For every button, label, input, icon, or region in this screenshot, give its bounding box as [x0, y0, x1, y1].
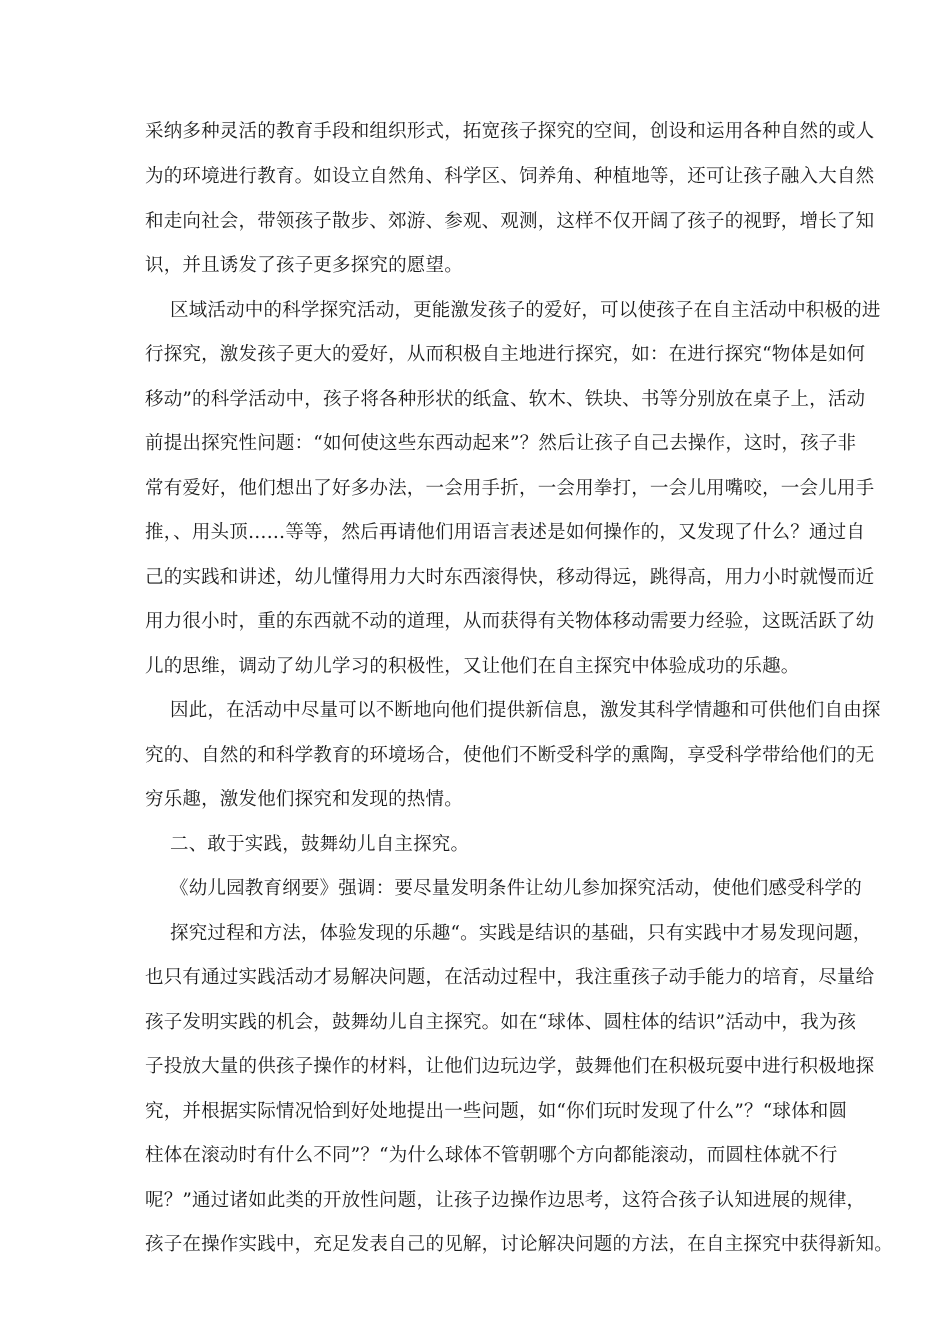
text-line: 因此，在活动中尽量可以不断地向他们提供新信息，激发其科学情趣和可供他们自由探: [170, 700, 881, 721]
text-line: 为的环境进行教育。如设立自然角、科学区、饲养角、种植地等，还可让孩子融入大自然: [145, 166, 875, 187]
text-line: 己的实践和讲述，幼儿懂得用力大时东西滚得快，移动得远，跳得高，用力小时就慢而近: [145, 567, 875, 588]
text-line: 也只有通过实践活动才易解决问题，在活动过程中，我注重孩子动手能力的培育，尽量给: [145, 967, 875, 988]
text-line: 采纳多种灵活的教育手段和组织形式，拓宽孩子探究的空间，创设和运用各种自然的或人: [145, 121, 875, 142]
section-heading: 二、敢于实践，鼓舞幼儿自主探究。: [170, 834, 470, 855]
text-line: 呢？”通过诸如此类的开放性问题，让孩子边操作边思考，这符合孩子认知进展的规律，: [145, 1190, 866, 1211]
text-line: 子投放大量的供孩子操作的材料，让他们边玩边学，鼓舞他们在积极玩耍中进行积极地探: [145, 1056, 875, 1077]
text-line: 区域活动中的科学探究活动，更能激发孩子的爱好，可以使孩子在自主活动中积极的进: [170, 300, 881, 321]
text-line: 《幼儿园教育纲要》强调：要尽量发明条件让幼儿参加探究活动，使他们感受科学的: [170, 878, 862, 899]
text-line: 用力很小时，重的东西就不动的道理，从而获得有关物体移动需要力经验，这既活跃了幼: [145, 611, 875, 632]
text-line: 穷乐趣，激发他们探究和发现的热情。: [145, 789, 463, 810]
text-line: 究，并根据实际情况恰到好处地提出一些问题，如“你们玩时发现了什么”？“球体和圆: [145, 1101, 848, 1122]
text-line: 推，、用头顶……等等，然后再请他们用语言表述是如何操作的，又发现了什么？通过自: [145, 522, 866, 543]
text-line: 和走向社会，带领孩子散步、郊游、参观、观测，这样不仅开阔了孩子的视野，增长了知: [145, 211, 875, 232]
text-line: 儿的思维，调动了幼儿学习的积极性，又让他们在自主探究中体验成功的乐趣。: [145, 656, 800, 677]
text-line: 孩子发明实践的机会，鼓舞幼儿自主探究。如在“球体、圆柱体的结识”活动中，我为孩: [145, 1012, 857, 1033]
text-line: 行探究，激发孩子更大的爱好，从而积极自主地进行探究，如：在进行探究“物体是如何: [145, 344, 866, 365]
text-line: 柱体在滚动时有什么不同”？“为什么球体不管朝哪个方向都能滚动，而圆柱体就不行: [145, 1145, 838, 1166]
text-line: 究的、自然的和科学教育的环境场合，使他们不断受科学的熏陶，享受科学带给他们的无: [145, 745, 875, 766]
text-line: 识，并且诱发了孩子更多探究的愿望。: [145, 255, 463, 276]
text-line: 移动”的科学活动中，孩子将各种形状的纸盒、软木、铁块、书等分别放在桌子上，活动: [145, 389, 866, 410]
text-line: 探究过程和方法，体验发现的乐趣“。实践是结识的基础，只有实践中才易发现问题，: [170, 923, 872, 944]
text-line: 常有爱好，他们想出了好多办法，一会用手折，一会用拳打，一会儿用嘴咬，一会儿用手: [145, 478, 875, 499]
text-line: 孩子在操作实践中，充足发表自己的见解，讨论解决问题的方法，在自主探究中获得新知。: [145, 1234, 894, 1255]
text-line: 前提出探究性问题：“如何使这些东西动起来”？然后让孩子自己去操作，这时，孩子非: [145, 433, 857, 454]
